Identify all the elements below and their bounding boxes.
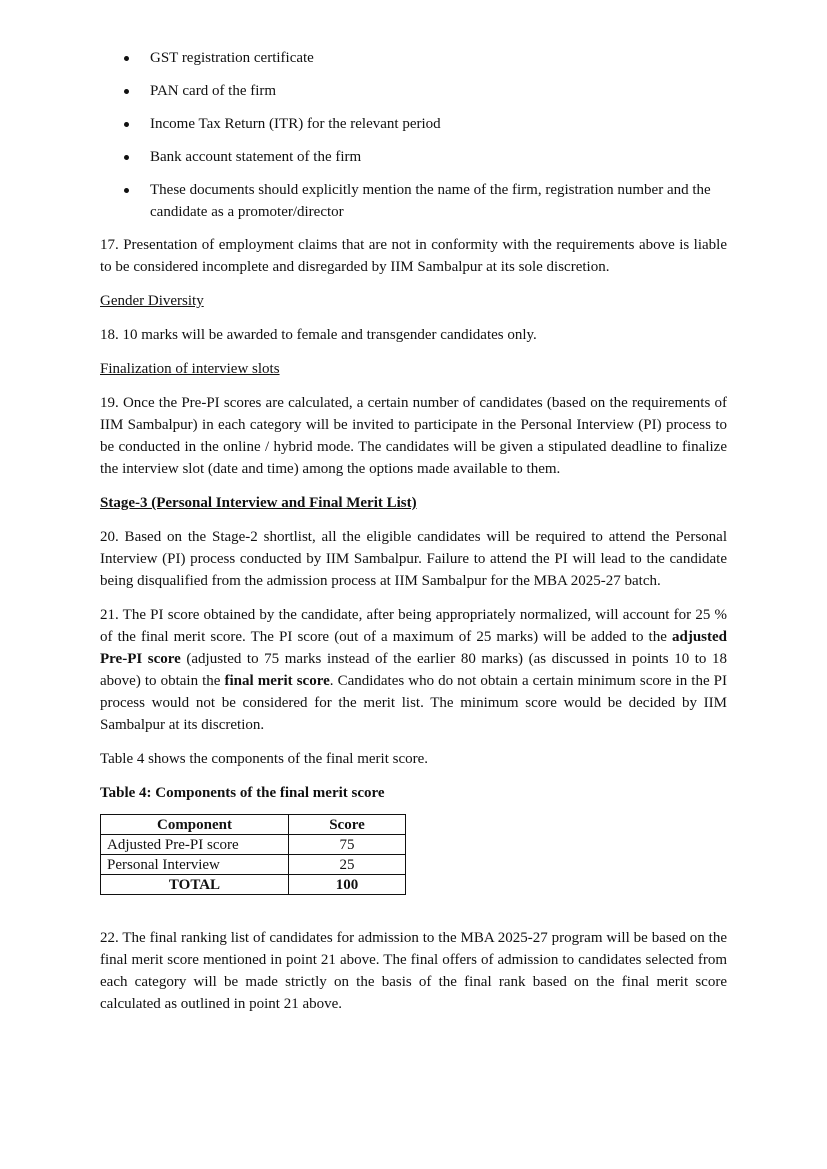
- paragraph-21-text-2: (adjusted to 75 marks instead of the earlier 80 marks) (as discussed in points 10 to 18 above) to obtain the: [100, 651, 727, 689]
- paragraph-21: [100, 604, 727, 736]
- column-header-component: Component: [101, 815, 289, 835]
- table-total-row: [101, 875, 406, 895]
- paragraph-17: 17. Presentation of employment claims that are not in conformity with the requirements above is liable to be considered incomplete and disregarded by IIM Sambalpur at its sole discretion.: [100, 237, 727, 275]
- list-item-text: These documents should explicitly mention the name of the firm, registration number and the candidate as a promoter/director: [150, 182, 711, 220]
- list-item: [100, 113, 727, 135]
- adjusted-pre-pi-score-term: adjusted Pre-PI score: [100, 629, 727, 667]
- table-row: [101, 835, 406, 855]
- list-item-text: GST registration certificate: [150, 50, 314, 66]
- list-item: [100, 179, 727, 223]
- paragraph-18: 18. 10 marks will be awarded to female and transgender candidates only.: [100, 327, 537, 343]
- list-item-text: Income Tax Return (ITR) for the relevant period: [150, 116, 441, 132]
- bullet-icon: [124, 89, 129, 94]
- table-cell-score: 25: [289, 855, 406, 875]
- paragraph-19: 19. Once the Pre-PI scores are calculated, a certain number of candidates (based on the requirements of IIM Sambalpur) in each category will be invited to participate in the Personal Interview (PI) process to be conducted in the online / hybrid mode. The candidates will be given a stipulated deadline to finalize the interview slot (date and time) among the options made available to them.: [100, 395, 727, 477]
- final-merit-score-term: final merit score: [224, 673, 330, 689]
- table-caption: Table 4: Components of the final merit score: [100, 785, 385, 801]
- table-cell-component: Adjusted Pre-PI score: [101, 835, 289, 855]
- table-cell-score: 75: [289, 835, 406, 855]
- paragraph-20: 20. Based on the Stage-2 shortlist, all the eligible candidates will be required to attend the Personal Interview (PI) process conducted by IIM Sambalpur. Failure to attend the PI will lead to the candidate being disqualified from the admission process at IIM Sambalpur for the MBA 2025-27 batch.: [100, 529, 727, 589]
- section-heading-stage-3: Stage-3 (Personal Interview and Final Merit List): [100, 495, 417, 511]
- table-row: [101, 855, 406, 875]
- document-checklist: [100, 47, 727, 223]
- column-header-score: Score: [289, 815, 406, 835]
- list-item: [100, 47, 727, 69]
- page-content: [100, 47, 727, 1027]
- table-intro: Table 4 shows the components of the final merit score.: [100, 751, 429, 767]
- paragraph-21-text-3: . Candidates who do not obtain a certain minimum score in the PI process would not be considered for the merit list. The minimum score would be decided by IIM Sambalpur at its discretion.: [100, 673, 727, 733]
- bullet-icon: [124, 155, 129, 160]
- bullet-icon: [124, 188, 129, 193]
- bullet-icon: [124, 122, 129, 127]
- merit-score-table: [100, 814, 406, 895]
- table-cell-component: Personal Interview: [101, 855, 289, 875]
- section-heading-gender-diversity: Gender Diversity: [100, 293, 204, 309]
- section-heading-interview-slots: Finalization of interview slots: [100, 361, 280, 377]
- table-cell-total-score: 100: [289, 875, 406, 895]
- list-item: [100, 146, 727, 168]
- table-cell-total-label: TOTAL: [101, 875, 289, 895]
- list-item-text: Bank account statement of the firm: [150, 149, 362, 165]
- list-item-text: PAN card of the firm: [150, 83, 277, 99]
- table-header-row: [101, 815, 406, 835]
- bullet-icon: [124, 56, 129, 61]
- paragraph-22: 22. The final ranking list of candidates for admission to the MBA 2025-27 program will be based on the final merit score mentioned in point 21 above. The final offers of admission to candidates selected from each category will be made strictly on the basis of the final rank based on the final merit score calculated as outlined in point 21 above.: [100, 930, 727, 1012]
- list-item: [100, 80, 727, 102]
- paragraph-21-text-1: 21. The PI score obtained by the candidate, after being appropriately normalized, will account for 25 % of the final merit score. The PI score (out of a maximum of 25 marks) will be added to the: [100, 607, 727, 645]
